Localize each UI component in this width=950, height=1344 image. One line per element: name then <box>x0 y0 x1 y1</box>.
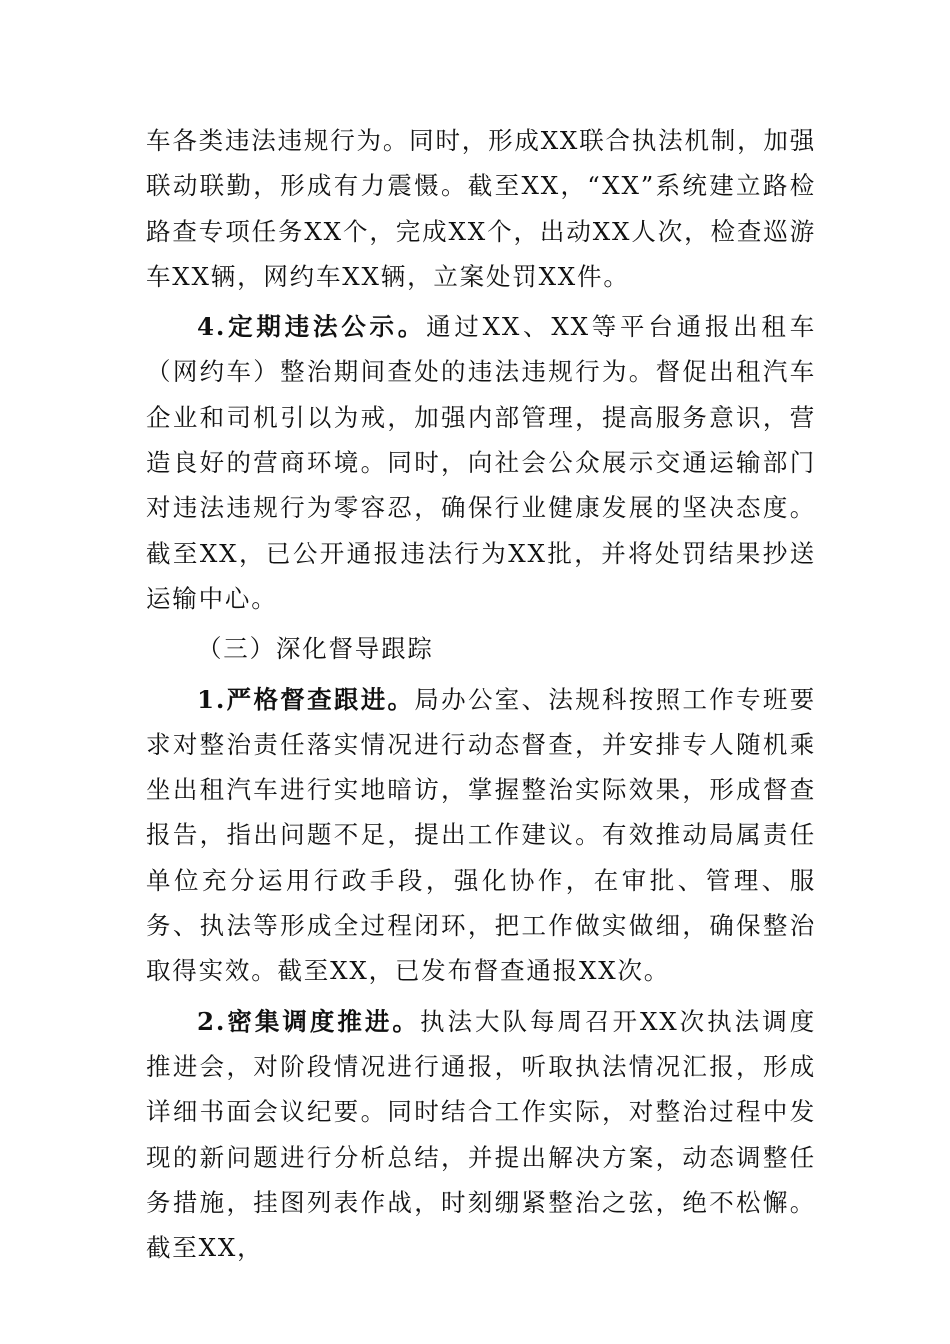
continued-paragraph-text: 车各类违法违规行为。同时，形成XX联合执法机制，加强联动联勤，形成有力震慑。截至XX，“XX”系统建立路检路查专项任务XX个，完成XX个，出动XX人次，检查巡游车XX辆，网约车XX辆，立案处罚XX件。 <box>146 126 816 291</box>
paragraph-s2-heading: 2.密集调度推进。 <box>197 1006 420 1036</box>
paragraph-s2 <box>146 999 816 1271</box>
section-3-heading <box>146 626 816 671</box>
document-body <box>146 118 816 1270</box>
paragraph-s1-heading: 1.严格督查跟进。 <box>197 684 415 714</box>
paragraph-s1-body: 局办公室、法规科按照工作专班要求对整治责任落实情况进行动态督查，并安排专人随机乘坐出租汽车进行实地暗访，掌握整治实际效果，形成督查报告，指出问题不足，提出工作建议。有效推动局属责任单位充分运用行政手段，强化协作，在审批、管理、服务、执法等形成全过程闭环，把工作做实做细，确保整治取得实效。截至XX，已发布督查通报XX次。 <box>146 684 816 986</box>
paragraph-4-heading: 4.定期违法公示。 <box>197 312 427 342</box>
section-3-heading-text: （三）深化督导跟踪 <box>197 634 434 664</box>
paragraph-s2-body: 执法大队每周召开XX次执法调度推进会，对阶段情况进行通报，听取执法情况汇报，形成详细书面会议纪要。同时结合工作实际，对整治过程中发现的新问题进行分析总结，并提出解决方案，动态调整任务措施，挂图列表作战，时刻绷紧整治之弦，绝不松懈。截至XX， <box>146 1006 816 1263</box>
paragraph-4-body: 通过XX、XX等平台通报出租车（网约车）整治期间查处的违法违规行为。督促出租汽车企业和司机引以为戒，加强内部管理，提高服务意识，营造良好的营商环境。同时，向社会公众展示交通运输部门对违法违规行为零容忍，确保行业健康发展的坚决态度。截至XX，已公开通报违法行为XX批，并将处罚结果抄送运输中心。 <box>146 312 816 613</box>
paragraph-4 <box>146 304 816 621</box>
continued-paragraph <box>146 118 816 299</box>
paragraph-s1 <box>146 677 816 994</box>
